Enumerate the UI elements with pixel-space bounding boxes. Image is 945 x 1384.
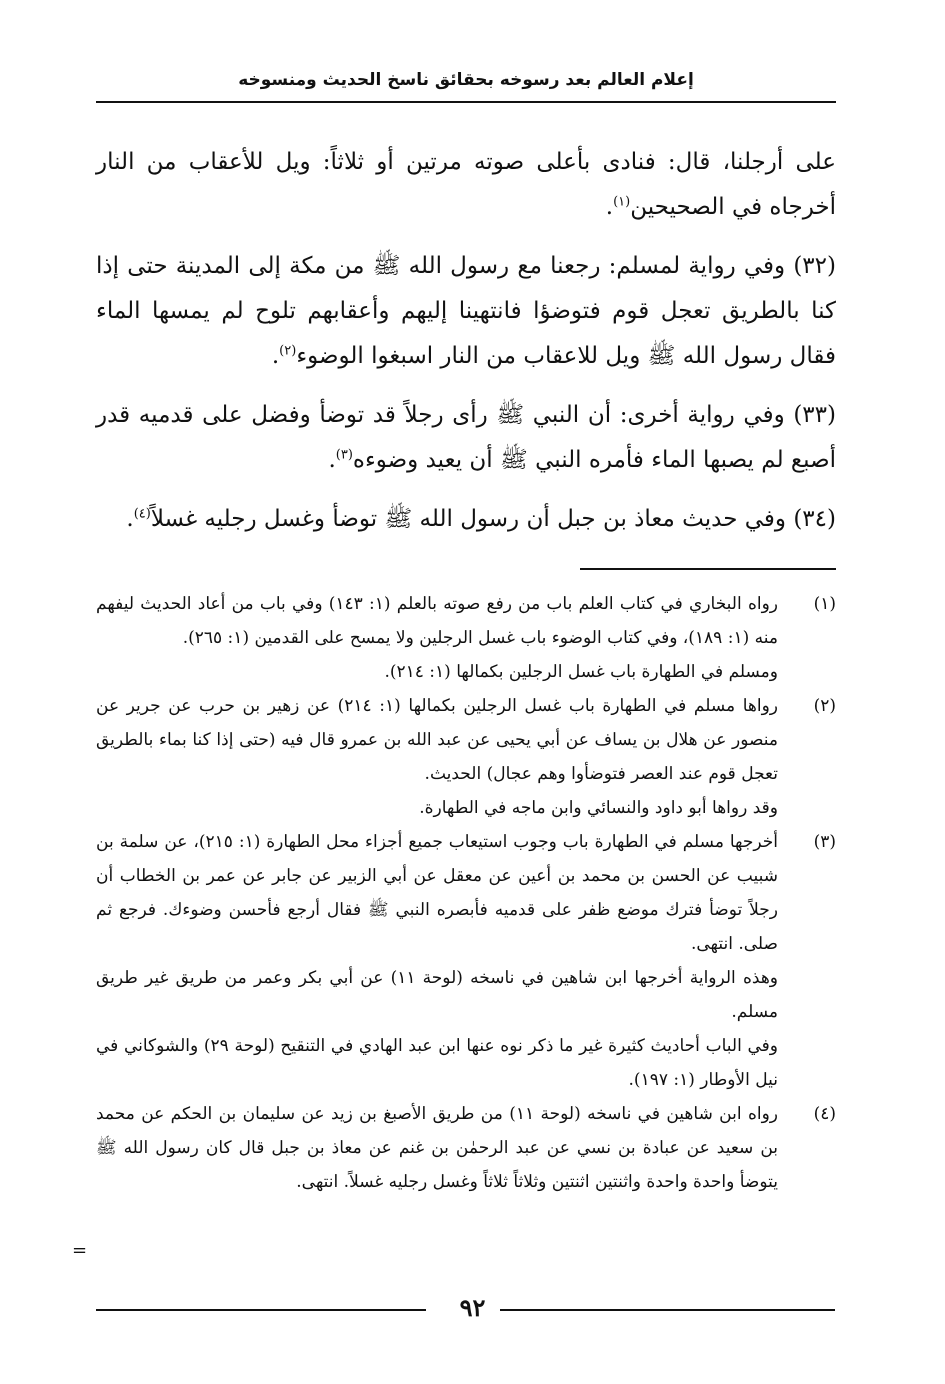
paragraph-end: . [605,194,614,220]
paragraph-end: . [271,343,280,369]
footnotes [96,587,836,1199]
footnote-body [96,825,778,1097]
footnote-ref[interactable]: (٤) [133,506,151,522]
footnote-body [96,587,778,689]
footnote-line: وقد رواها أبو داود والنسائي وابن ماجه في الطهارة. [419,798,778,818]
footnote-line: أخرجها مسلم في الطهارة باب وجوب استيعاب جميع أجزاء محل الطهارة (١: ٢١٥)، عن سلمة بن شبيب عن الحسن بن محمد بن أعين عن معقل عن أبي الزبير عن جابر عن عمر بن الخطاب أن رجلاً توضأ فترك موضع ظفر على قدميه فأبصره النبي ﷺ فقال أرجع فأحسن وضوءك. فرجع ثم صلى. انتهى. [96,832,778,954]
running-header: إعلام العالم بعد رسوخه بحقائق ناسخ الحديث ومنسوخه [238,70,694,90]
footnote-line: رواه ابن شاهين في ناسخه (لوحة ١١) من طريق الأصبغ بن زيد عن سليمان بن الحكم عن محمد بن سعيد عن عبادة بن نسي عن عبد الرحمٰن بن غنم عن معاذ بن جبل قال كان رسول الله ﷺ يتوضأ واحدة واحدة واثنتين اثنتين وثلاثاً ثلاثاً وغسل رجليه غسلاً. انتهى. [96,1104,778,1192]
paragraph-text: (٣٤) وفي حديث معاذ بن جبل أن رسول الله ﷺ توضأ وغسل رجليه غسلاً [150,506,836,532]
footnote-ref[interactable]: (٢) [279,343,297,359]
paragraph-end: . [126,506,134,532]
continuation-mark: = [72,1240,88,1261]
footnote-line: رواها مسلم في الطهارة باب غسل الرجلين بكمالها (١: ٢١٤) عن زهير بن حرب عن جرير عن منصور عن هلال بن يساف عن أبي يحيى عن عبد الله بن عمرو قال فيه (حتى إذا كنا بماء بالطريق تعجل قوم عند العصر فتوضأوا وهم عجال) الحديث. [96,696,778,784]
footnote-number: (٣) [813,832,836,852]
footnote-2 [96,689,836,825]
footnote-4 [96,1097,836,1199]
paragraph-33 [96,393,836,483]
paragraph-text: (٣٣) وفي رواية أخرى: أن النبي ﷺ رأى رجلاً قد توضأ وفضل على قدميه قدر أصبع لم يصبها الماء فأمره النبي ﷺ أن يعيد وضوءه [96,402,836,473]
paragraph-32 [96,244,836,379]
footnote-1 [96,587,836,689]
footnote-line: وفي الباب أحاديث كثيرة غير ما ذكر نوه عنها ابن عبد الهادي في التنقيح (لوحة ٢٩) والشوكاني في نيل الأوطار (١: ١٩٧). [96,1036,778,1090]
footnote-body [96,689,778,825]
header-rule [96,101,836,103]
paragraph-end: . [328,447,336,473]
main-text [96,140,836,556]
footnote-number: (٢) [813,696,836,716]
paragraph-text: (٣٢) وفي رواية لمسلم: رجعنا مع رسول الله ﷺ من مكة إلى المدينة حتى إذا كنا بالطريق تعجل قوم فتوضؤا فانتهينا إليهم وأعقابهم تلوح لم يمسها الماء فقال رسول الله ﷺ ويل للاعقاب من النار اسبغوا الوضوء [96,253,836,369]
paragraph-continuation [96,140,836,230]
footnote-ref[interactable]: (٣) [335,447,353,463]
footnote-number: (٤) [813,1104,836,1124]
paragraph-text: على أرجلنا، قال: فنادى بأعلى صوته مرتين أو ثلاثاً: ويل للأعقاب من النار أخرجاه في الصحيحين [96,149,836,220]
footer-rule-right [500,1309,835,1311]
footnote-3 [96,825,836,1097]
footnote-line: رواه البخاري في كتاب العلم باب من رفع صوته بالعلم (١: ١٤٣) وفي باب من أعاد الحديث ليفهم منه (١: ١٨٩)، وفي كتاب الوضوء باب غسل الرجلين ولا يمسح على القدمين (١: ٢٦٥). [96,594,778,648]
footnote-line: ومسلم في الطهارة باب غسل الرجلين بكمالها (١: ٢١٤). [384,662,778,682]
footnote-line: وهذه الرواية أخرجها ابن شاهين في ناسخه (لوحة ١١) عن أبي بكر وعمر من طريق غير طريق مسلم. [96,968,778,1022]
paragraph-34 [96,497,836,542]
footnote-number: (١) [813,594,836,614]
footnote-body [96,1097,778,1199]
page-number: ٩٢ [459,1293,486,1322]
footnote-ref[interactable]: (١) [613,194,631,210]
footnote-separator [580,568,836,570]
